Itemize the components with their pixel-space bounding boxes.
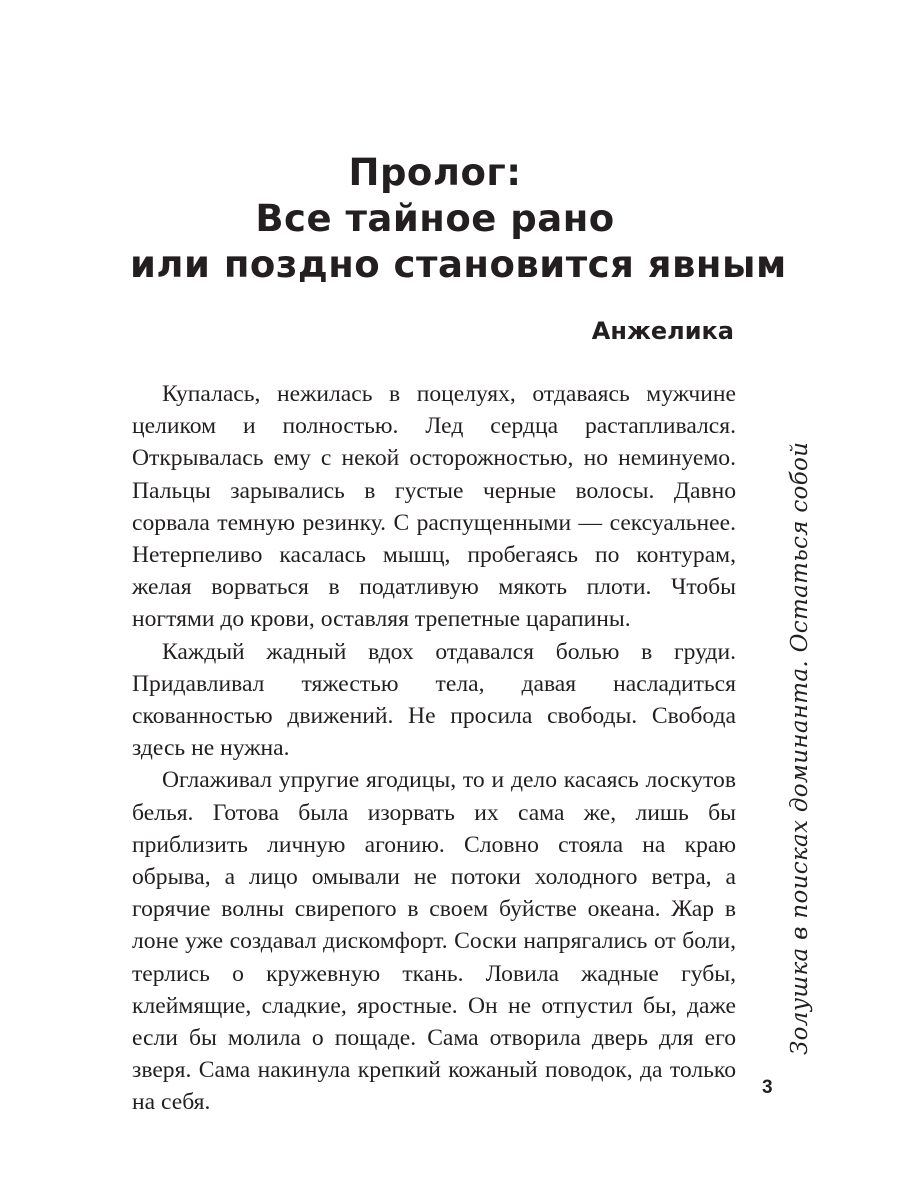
running-head <box>787 441 813 1060</box>
chapter-title <box>130 150 787 288</box>
running-head-text: Золушка в поисках доминанта. Остаться собой <box>787 441 813 1055</box>
page-number: 3 <box>762 1077 773 1098</box>
paragraph: Оглаживал упругие ягодицы, то и дело касаясь лоскутов белья. Готова была изорвать их сама же, лишь бы приблизить личную агонию. Словно стояла на краю обрыва, а лицо омывали не потоки холодного ветра, а горячие волны свирепого в своем буйстве океана. Жар в лоне уже создавал дискомфорт. Соски напрягались от боли, терлись о кружевную ткань. Ловила жадные губы, клеймящие, сладкие, яростные. Он не отпустил бы, даже если бы молила о пощаде. Сама отворила дверь для его зверя. Сама накинула крепкий кожаный поводок, да только на себя. <box>132 767 736 1116</box>
body-text <box>132 378 736 1119</box>
pov-character-name: Анжелика <box>591 317 734 345</box>
chapter-title-line-2: Все тайное рано <box>255 197 615 240</box>
chapter-title-line-1: Пролог: <box>348 151 522 194</box>
paragraph: Купалась, нежилась в поцелуях, отдаваясь мужчине целиком и полностью. Лед сердца растапливался. Открывалась ему с некой осторожностью, но неминуемо. Пальцы зарывались в густые черные волосы. Давно сорвала темную резинку. С распущенными — сексуальнее. Нетерпеливо касалась мышц, пробегаясь по контурам, желая ворваться в податливую мякоть плоти. Чтобы ногтями до крови, оставляя трепетные царапины. <box>132 381 736 633</box>
paragraph: Каждый жадный вдох отдавался болью в груди. Придавливал тяжестью тела, давая насладиться скованностью движений. Не просила свободы. Свобода здесь не нужна. <box>132 638 736 762</box>
chapter-title-line-3: или поздно становится явным <box>130 243 787 286</box>
